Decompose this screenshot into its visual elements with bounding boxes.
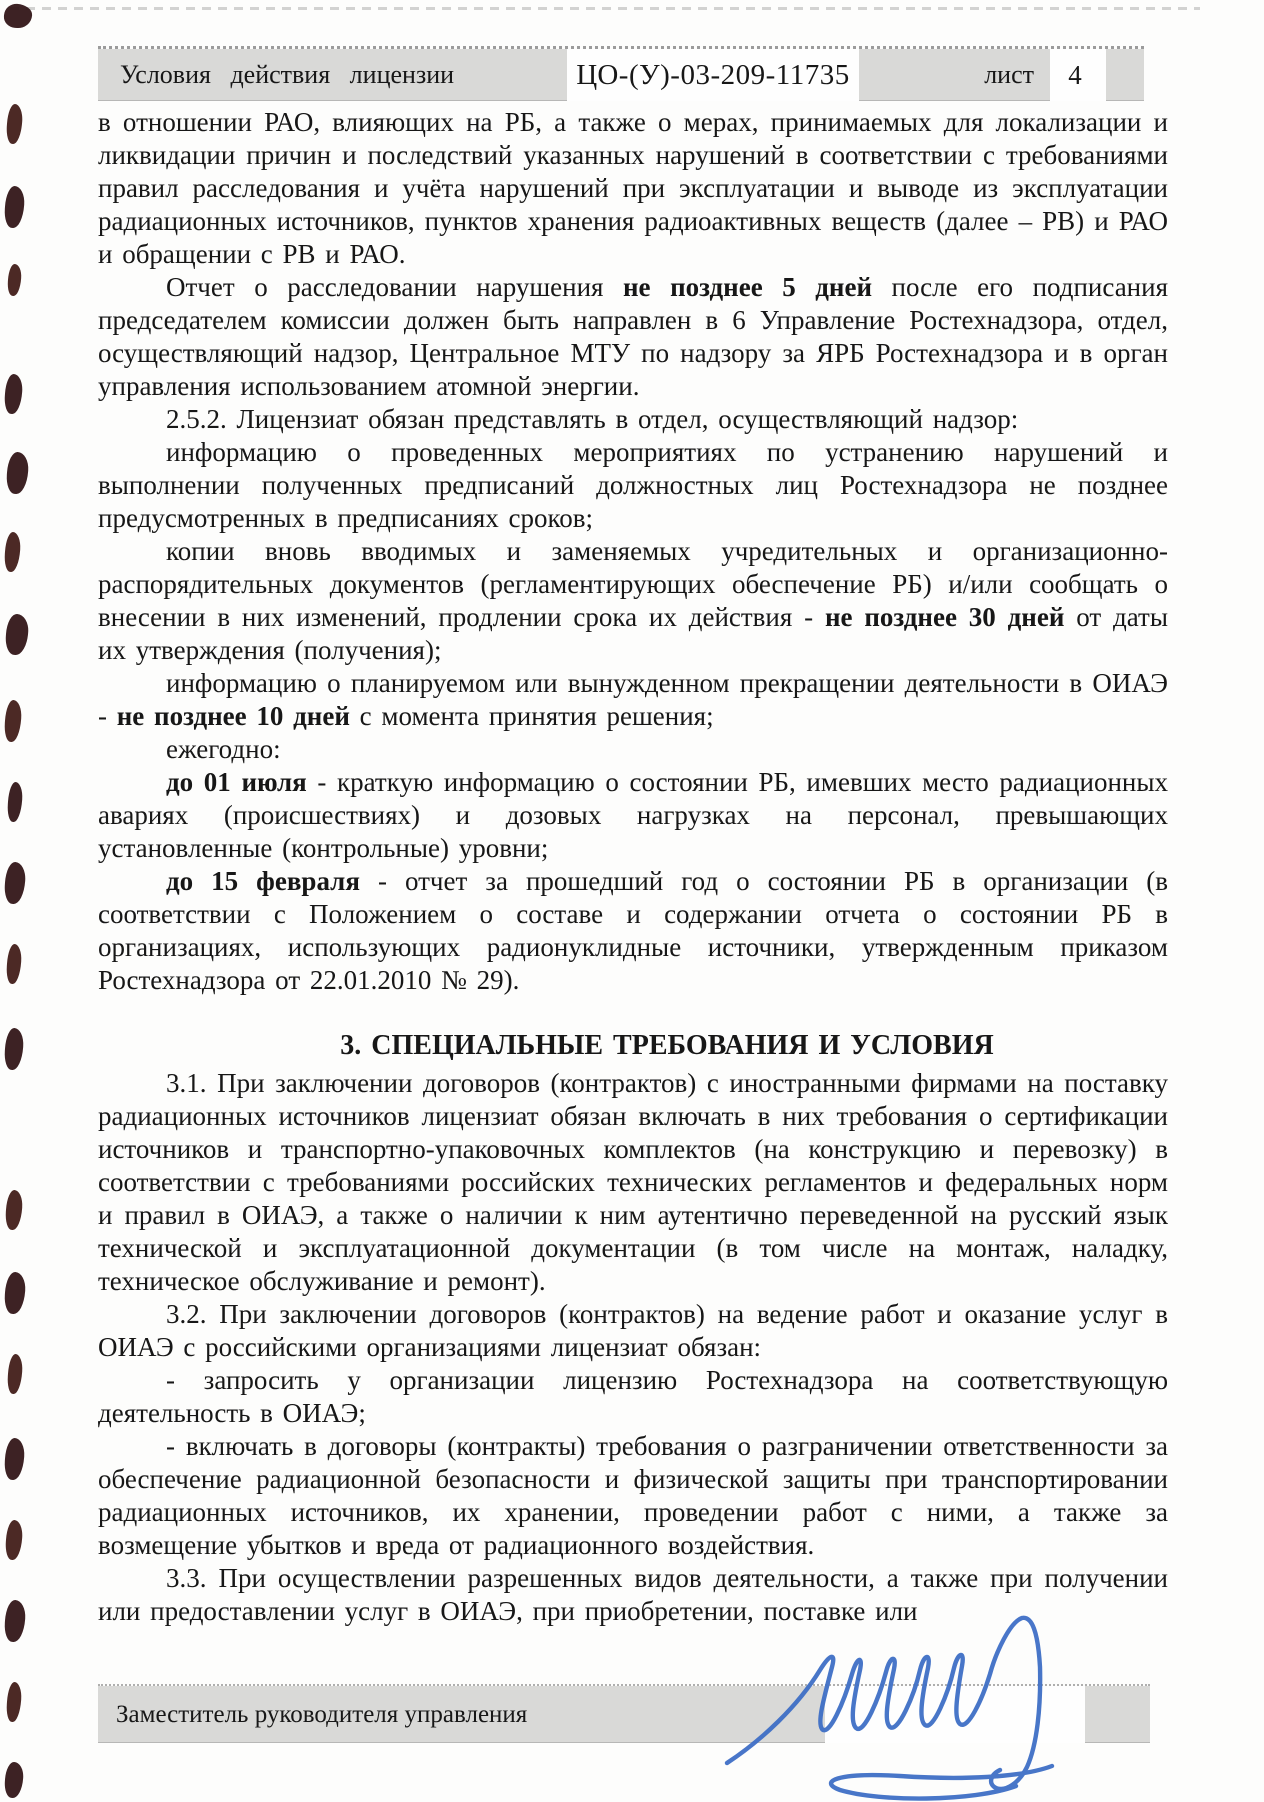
paragraph [98,733,1168,766]
scan-mark [4,861,27,904]
header-end-block [1106,49,1144,101]
scan-mark [4,699,23,742]
signature-stroke-main [727,1618,1040,1789]
scan-mark [5,1189,24,1230]
deadline-bold-text: не позднее 10 дней [116,701,350,731]
scan-mark [6,1682,23,1723]
paragraph-text: с момента принятия решения; [349,701,714,731]
scan-mark [4,185,26,228]
signatory-title: Заместитель руководителя управления [116,1700,528,1728]
scan-mark [4,532,22,573]
scan-mark [6,451,30,494]
paragraph-text: 3.2. При заключении договоров (контрактов) на ведение работ и оказание услуг в ОИАЭ с российскими организациями лицензиат обязан: [98,1299,1168,1362]
paragraph [98,1430,1168,1562]
scan-mark [4,373,24,414]
document-body [98,106,1168,1628]
paragraph [98,436,1168,535]
paragraph-text: 3.3. При осуществлении разрешенных видов деятельности, а также при получении или предоставлении услуг в ОИАЭ, при приобретении, поставке или [98,1563,1168,1626]
paragraph-text: информацию о планируемом или вынужденном прекращении деятельности в ОИАЭ - [98,668,1168,731]
scan-mark [4,1761,24,1798]
deadline-bold-text: не позднее 5 дней [623,272,873,302]
paragraph [98,865,1168,997]
scan-mark [7,782,24,823]
document-type-label: Условия действия лицензии [120,60,455,89]
paragraph [98,535,1168,667]
paragraph-text: 3.1. При заключении договоров (контрактов) с иностранными фирмами на поставку радиационных источников лицензиат обязан включать в них требования о сертификации источников и транспортно-упаковочных комплектов (на конструкцию и перевозку) в соответствии с требованиями российских технических регламентов и федеральных норм и правил в ОИАЭ, а также о наличии к ним аутентично переведенной на русский язык технической и эксплуатационной документации (в том числе на монтаж, наладку, техническое обслуживание и ремонт). [98,1068,1168,1296]
scan-mark [5,613,30,655]
scan-mark [6,104,24,145]
scan-mark [4,1437,26,1480]
deadline-bold-text: до 01 июля [166,767,307,797]
paragraph-2-5-2 [98,403,1168,436]
signature [700,1612,1130,1802]
paragraph [98,271,1168,403]
paragraph-text: ежегодно: [166,734,281,764]
paragraph-3-1 [98,1067,1168,1298]
scan-mark [3,3,33,29]
sheet-number-cell [1050,49,1100,101]
section-heading: 3. СПЕЦИАЛЬНЫЕ ТРЕБОВАНИЯ И УСЛОВИЯ [340,1030,994,1061]
paragraph-text: информацию о проведенных мероприятиях по устранению нарушений и выполнении полученных предписаний должностных лиц Ростехнадзора не позднее предусмотренных в предписаниях сроков; [98,437,1168,533]
paragraph [98,667,1168,733]
deadline-bold-text: до 15 февраля [166,866,360,896]
paragraph-text: - запросить у организации лицензию Ростехнадзора на соответствующую деятельность в ОИАЭ; [98,1365,1168,1428]
document-type-cell [98,49,567,101]
scan-mark [7,1354,24,1395]
paragraph-text: после его подписания председателем комиссии должен быть направлен в 6 Управление Ростехнадзора, отдел, осуществляющий надзор, Центральное МТУ по надзору за ЯРБ Ростехнадзора и в орган управления использованием атомной энергии. [98,272,1168,401]
sheet-label-cell [859,49,1050,101]
license-number-cell [567,49,859,101]
deadline-bold-text: не позднее 30 дней [824,602,1065,632]
paragraph-text: - включать в договоры (контракты) требования о разграничении ответственности за обеспечение радиационной безопасности и физической защиты при транспортировании радиационных источников, их хранении, проведении работ с ними, а также за возмещение убытков и вреда от радиационного воздействия. [98,1431,1168,1560]
scan-mark [6,944,23,985]
scan-mark [5,1519,24,1560]
scan-mark [4,1271,27,1314]
paragraph [98,766,1168,865]
paragraph-continuation [98,106,1168,271]
paragraph-text: от даты их утверждения (получения); [98,602,1168,665]
paragraph-text: копии вновь вводимых и заменяемых учредительных и организационно-распорядительных документов (регламентирующих обеспечение РБ) и/или сообщать о внесении в них изменений, продлении срока их действия - [98,536,1168,632]
paragraph-text: 2.5.2. Лицензиат обязан представлять в отдел, осуществляющий надзор: [166,404,1019,434]
paragraph-text: - краткую информацию о состоянии РБ, имевших место радиационных авариях (происшествиях) и дозовых нагрузках на персонал, превышающих установленные (контрольные) уровни; [98,767,1168,863]
license-number: ЦО-(У)-03-209-11735 [576,58,850,91]
sheet-number: 4 [1068,59,1082,90]
sheet-label: лист [984,60,1034,89]
scan-edge-line [10,7,1200,10]
scan-mark [4,1599,27,1642]
scan-mark [4,1027,25,1070]
header-table [98,46,1144,101]
scan-mark [7,264,22,297]
paragraph-text: в отношении РАО, влияющих на РБ, а также о мерах, принимаемых для локализации и ликвидации причин и последствий указанных нарушений в соответствии с требованиями правил расследования и учёта нарушений при эксплуатации и выводе из эксплуатации радиационных источников, пунктов хранения радиоактивных веществ (далее – РВ) и РАО и обращении с РВ и РАО. [98,107,1168,269]
paragraph-3-2 [98,1298,1168,1364]
paragraph-text: - отчет за прошедший год о состоянии РБ в организации (в соответствии с Положением о составе и содержании отчета о состоянии РБ в организациях, использующих радионуклидные источники, утвержденным приказом Ростехнадзора от 22.01.2010 № 29). [98,866,1168,995]
paragraph [98,1364,1168,1430]
paragraph-text: Отчет о расследовании нарушения [166,272,623,302]
